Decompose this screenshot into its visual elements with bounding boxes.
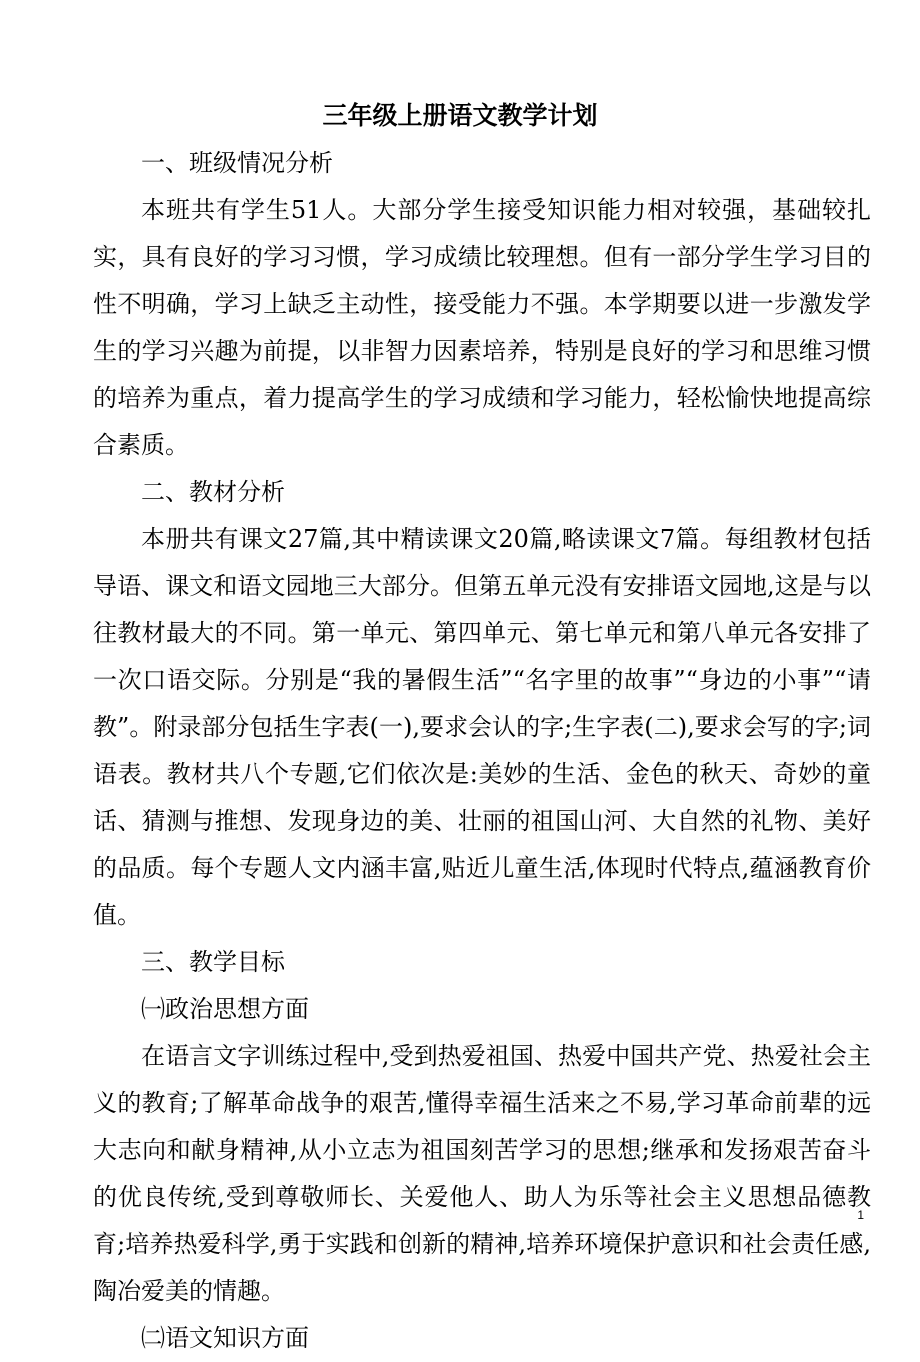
subheading-language-knowledge: ㈡语文知识方面 [141, 1324, 309, 1352]
section-heading-class-analysis: 一、班级情况分析 [141, 149, 333, 177]
section-heading-teaching-goals: 三、教学目标 [141, 948, 285, 976]
subheading-political-thought: ㈠政治思想方面 [141, 995, 309, 1023]
page-number: 1 [857, 1208, 864, 1222]
document-title: 三年级上册语文教学计划 [322, 101, 598, 130]
paragraph-political-thought: 在语言文字训练过程中,受到热爱祖国、热爱中国共产党、热爱社会主义的教育;了解革命战争的艰苦,懂得幸福生活来之不易,学习革命前辈的远大志向和献身精神,从小立志为祖国刻苦学习的思想;继承和发扬艰苦奋斗的优良传统,受到尊敬师长、关爱他人、助人为乐等社会主义思想品德教育;培养热爱科学,勇于实践和创新的精神,培养环境保护意识和社会责任感,陶冶爱美的情趣。 [93, 1042, 871, 1305]
paragraph-textbook-analysis: 本册共有课文27篇,其中精读课文20篇,略读课文7篇。每组教材包括导语、课文和语文园地三大部分。但第五单元没有安排语文园地,这是与以往教材最大的不同。第一单元、第四单元、第七单元和第八单元各安排了一次口语交际。分别是“我的暑假生活”“名字里的故事”“身边的小事”“请教”。附录部分包括生字表(一),要求会认的字;生字表(二),要求会写的字;词语表。教材共八个专题,它们依次是:美妙的生活、金色的秋天、奇妙的童话、猜测与推想、发现身边的美、壮丽的祖国山河、大自然的礼物、美好的品质。每个专题人文内涵丰富,贴近儿童生活,体现时代特点,蕴涵教育价值。 [93, 525, 871, 929]
document-body [93, 140, 871, 1362]
paragraph-class-analysis: 本班共有学生51人。大部分学生接受知识能力相对较强，基础较扎实，具有良好的学习习惯，学习成绩比较理想。但有一部分学生学习目的性不明确，学习上缺乏主动性，接受能力不强。本学期要以进一步激发学生的学习兴趣为前提，以非智力因素培养，特别是良好的学习和思维习惯的培养为重点，着力提高学生的学习成绩和学习能力，轻松愉快地提高综合素质。 [93, 196, 871, 459]
section-heading-textbook-analysis: 二、教材分析 [141, 478, 285, 506]
